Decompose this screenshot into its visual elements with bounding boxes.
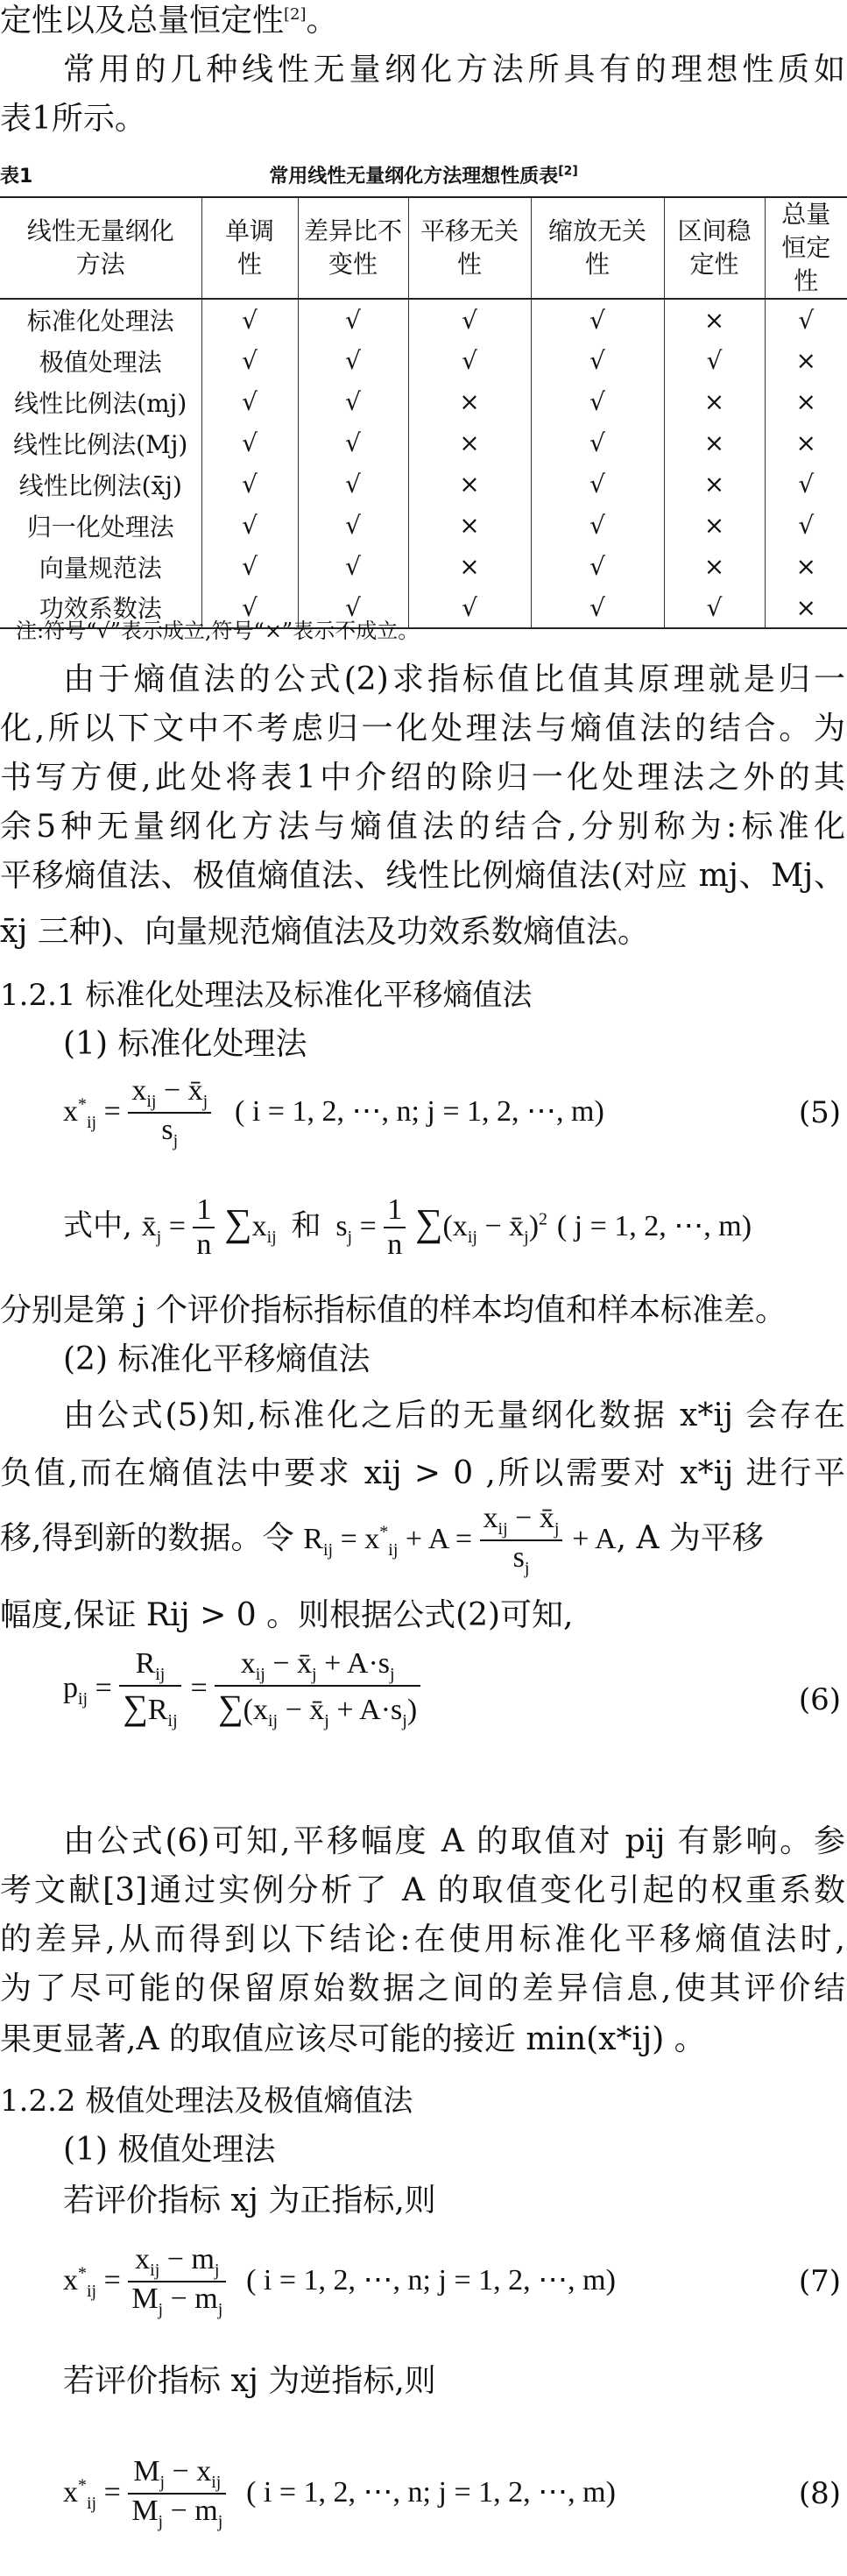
subheading-extreme: (1) 极值处理法 <box>63 2132 276 2168</box>
table-row <box>0 381 847 422</box>
table-cell-mark: √ <box>531 340 664 381</box>
table-cell-mark: × <box>765 587 847 628</box>
table-cell-mark: √ <box>531 587 664 628</box>
table-cell-mark: √ <box>531 546 664 587</box>
table-cell-mark: √ <box>664 587 765 628</box>
table-cell-mark: √ <box>408 340 531 381</box>
table-cell-mark: √ <box>201 381 298 422</box>
table-cell-mark: √ <box>201 587 298 628</box>
equation-6: $p_{ij}$ = $\frac{R_{ij}}{\sum R_{ij}}$ = $\frac{x_{ij} - x̄_j + A\cdot s_j}{\sum(x_{ij} - x̄_j + A\cdot s_j)}$ (6) <box>63 1647 841 1730</box>
table-row <box>0 422 847 464</box>
table-cell-mark: √ <box>298 464 408 505</box>
equation-definitions: 式中, $x̄_j$ = $\frac{1}{n}$ $\sum x_{ij}$ 和 $s_j$ = $\frac{1}{n}$ $\sum(x_{ij}$ − $x̄_j)^2$ ( j = 1, 2, ⋯, m) <box>63 1193 752 1261</box>
para3-line-2: 考文献[3]通过实例分析了 A 的取值变化引起的权重系数 <box>0 1872 845 1908</box>
table-cell-mark: √ <box>408 587 531 628</box>
table-cell-mark: √ <box>298 422 408 464</box>
table-cell-mark: √ <box>201 546 298 587</box>
para2-line-1: 由公式(5)知,标准化之后的无量纲化数据 x*ij 会存在 <box>63 1398 845 1433</box>
subheading-standardization: (1) 标准化处理法 <box>63 1026 307 1062</box>
para3-line-5: 果更显著,A 的取值应该尽可能的接近 min(x*ij) 。 <box>0 2021 706 2057</box>
para1-line-6: x̄j 三种)、向量规范熵值法及功效系数熵值法。 <box>0 914 649 950</box>
table-cell-mark: √ <box>664 340 765 381</box>
para2-line-4: 幅度,保证 Rij > 0 。则根据公式(2)可知, <box>0 1597 574 1633</box>
equation-8: $x^*_{ij}$ = $\frac{M_j - x_{ij}}{M_j - m_j}$ ( i = 1, 2, ⋯, n; j = 1, 2, ⋯, m) (8) <box>63 2455 841 2531</box>
citation-ref: [2] <box>284 5 307 24</box>
section-heading-1-2-2: 1.2.2 极值处理法及极值熵值法 <box>0 2084 413 2119</box>
para1-line-3: 书写方便,此处将表1中介绍的除归一化处理法之外的其 <box>0 760 845 796</box>
equation-7-label: (7) <box>798 2264 841 2299</box>
table-cell-mark: √ <box>531 505 664 546</box>
table-row <box>0 546 847 587</box>
table-cell-mark: √ <box>531 422 664 464</box>
table-cell-mark: × <box>664 422 765 464</box>
equation-8-label: (8) <box>798 2476 841 2511</box>
table-cell-mark: √ <box>765 464 847 505</box>
table-cell-mark: √ <box>201 464 298 505</box>
para1-line-1: 由于熵值法的公式(2)求指标值比值其原理就是归一 <box>63 662 845 697</box>
text-line-3: 表1所示。 <box>0 101 146 137</box>
table-cell-mark: √ <box>201 299 298 340</box>
text-line-2: 常用的几种线性无量纲化方法所具有的理想性质如 <box>63 52 845 88</box>
table-cell-method: 线性比例法(mj) <box>14 388 187 418</box>
table-cell-mark: × <box>765 546 847 587</box>
table-row <box>0 505 847 546</box>
table-cell-method: 线性比例法(x̄j) <box>18 471 182 500</box>
text-negative-indicator: 若评价指标 xj 为逆指标,则 <box>63 2363 436 2399</box>
para1-line-2: 化,所以下文中不考虑归一化处理法与熵值法的结合。为 <box>0 711 845 747</box>
equation-5: $x^*_{ij}$ = $\frac{x_{ij} - x̄_j}{s_j}$ ( i = 1, 2, ⋯, n; j = 1, 2, ⋯, m) (5) <box>63 1074 841 1150</box>
table-cell-method: 向量规范法 <box>39 553 162 583</box>
para3-line-3: 的差异,从而得到以下结论:在使用标准化平移熵值法时, <box>0 1921 845 1957</box>
table-cell-mark: √ <box>298 587 408 628</box>
table-cell-mark: √ <box>298 299 408 340</box>
table-cell-mark: √ <box>298 505 408 546</box>
para2-line-2: 负值,而在熵值法中要求 xij > 0 ,所以需要对 x*ij 进行平 <box>0 1455 845 1491</box>
table-cell-method: 归一化处理法 <box>26 512 174 541</box>
table-number: 表1 <box>0 166 33 188</box>
table-cell-mark: √ <box>298 340 408 381</box>
table-cell-method: 极值处理法 <box>39 347 162 377</box>
table-cell-mark: √ <box>765 299 847 340</box>
header-interval-stability: 区间稳定性 <box>664 197 765 299</box>
table-cell-mark: √ <box>408 299 531 340</box>
para3-line-4: 为了尽可能的保留原始数据之间的差异信息,使其评价结 <box>0 1971 845 2006</box>
table-cell-mark: √ <box>201 340 298 381</box>
text-positive-indicator: 若评价指标 xj 为正指标,则 <box>63 2183 436 2219</box>
table-cell-mark: √ <box>531 381 664 422</box>
table-cell-mark: √ <box>201 505 298 546</box>
para1-line-4: 余5种无量纲化方法与熵值法的结合,分别称为:标准化 <box>0 809 845 845</box>
para3-line-1: 由公式(6)可知,平移幅度 A 的取值对 pij 有影响。参 <box>63 1823 845 1859</box>
text-sample-mean: 分别是第 j 个评价指标指标值的样本均值和样本标准差。 <box>0 1292 787 1328</box>
equation-7: $x^*_{ij}$ = $\frac{x_{ij} - m_j}{M_j - m_j}$ ( i = 1, 2, ⋯, n; j = 1, 2, ⋯, m) (7) <box>63 2243 841 2319</box>
table-cell-mark: × <box>664 299 765 340</box>
equation-5-label: (5) <box>798 1095 841 1130</box>
header-method: 线性无量纲化方法 <box>0 197 201 299</box>
header-ratio-invariance: 差异比不变性 <box>298 197 408 299</box>
table-cell-mark: √ <box>201 422 298 464</box>
header-scale-independence: 缩放无关性 <box>531 197 664 299</box>
table-cell-mark: × <box>408 546 531 587</box>
table-row <box>0 340 847 381</box>
table-cell-mark: √ <box>531 464 664 505</box>
equation-6-label: (6) <box>798 1682 841 1717</box>
header-total-constancy: 总量恒定性 <box>765 197 847 299</box>
text-line-1: 定性以及总量恒定性[2]。 <box>0 3 338 39</box>
table-cell-mark: √ <box>298 546 408 587</box>
equation-shift: 移,得到新的数据。令 $R_{ij} = x^*_{ij} + A$ = $\frac{x_{ij} - x̄_j}{s_j}$ + A, A 为平移 <box>0 1502 764 1578</box>
section-heading-1-2-1: 1.2.1 标准化处理法及标准化平移熵值法 <box>0 978 533 1013</box>
table-title: 常用线性无量纲化方法理想性质表[2] <box>269 164 578 188</box>
table-cell-mark: × <box>408 464 531 505</box>
table-cell-mark: × <box>765 340 847 381</box>
table-cell-mark: × <box>664 505 765 546</box>
table-cell-mark: √ <box>765 505 847 546</box>
table-cell-mark: × <box>408 505 531 546</box>
table-row <box>0 299 847 340</box>
subheading-standard-shift: (2) 标准化平移熵值法 <box>63 1341 371 1377</box>
table-cell-method: 功效系数法 <box>0 587 201 628</box>
table-cell-mark: √ <box>298 381 408 422</box>
table-cell-mark: × <box>765 422 847 464</box>
header-shift-independence: 平移无关性 <box>408 197 531 299</box>
table-cell-mark: × <box>664 381 765 422</box>
table-cell-mark: × <box>765 381 847 422</box>
properties-table <box>0 196 847 629</box>
table-row <box>0 464 847 505</box>
table-note: 注:符号“√”表示成立,符号“×”表示不成立。 <box>16 619 420 643</box>
table-cell-mark: √ <box>531 299 664 340</box>
table-cell-method: 标准化处理法 <box>26 307 174 336</box>
table-caption <box>0 158 847 193</box>
header-monotonic: 单调性 <box>201 197 298 299</box>
table-header-row <box>0 197 847 299</box>
para1-line-5: 平移熵值法、极值熵值法、线性比例熵值法(对应 mj、Mj、 <box>0 858 845 894</box>
table-cell-mark: × <box>664 464 765 505</box>
table-cell-mark: × <box>664 546 765 587</box>
table-cell-method: 线性比例法(Mj) <box>13 429 188 459</box>
table-cell-mark: × <box>408 422 531 464</box>
table-cell-mark: × <box>408 381 531 422</box>
